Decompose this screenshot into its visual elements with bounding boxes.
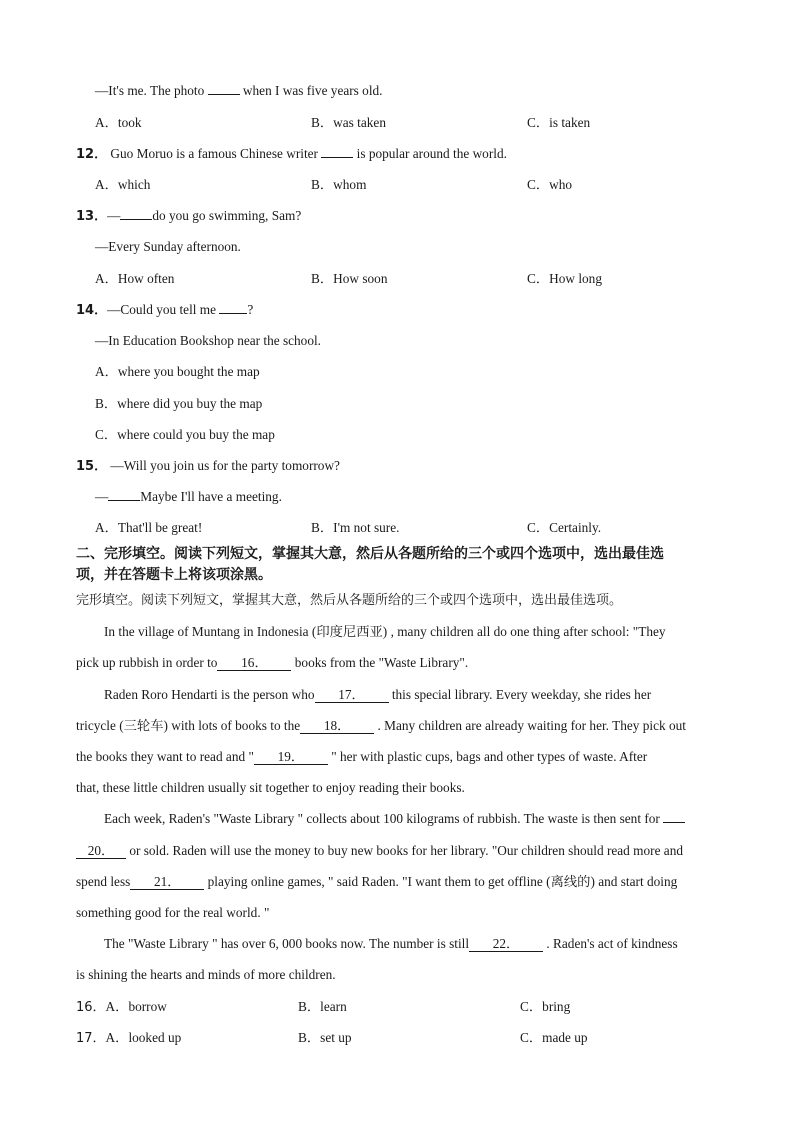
passage-text: The "Waste Library " has over 6, 000 books now. The number is still bbox=[104, 936, 470, 951]
q11-tail: when I was five years old. bbox=[242, 83, 383, 98]
section2-heading-line1: 二、完形填空。阅读下列短文，掌握其大意，然后从各题所给的三个或四个选项中，选出最佳选 bbox=[76, 546, 664, 562]
passage-p3-line1 bbox=[104, 810, 685, 828]
blank-17[interactable]: 17． bbox=[315, 687, 389, 703]
section2-instruction: 完形填空。阅读下列短文，掌握其大意，然后从各题所给的三个或四个选项中，选出最佳选项。 bbox=[76, 593, 623, 608]
q14-option-a[interactable]: A．where you bought the map bbox=[95, 364, 260, 379]
passage-p2-line2 bbox=[76, 717, 686, 735]
blank-16[interactable]: 16． bbox=[217, 655, 291, 671]
passage-text: this special library. Every weekday, she rides her bbox=[391, 687, 652, 702]
q12-option-b[interactable]: B．whom bbox=[311, 177, 367, 192]
passage-p2-line1 bbox=[104, 686, 651, 704]
passage-text: the books they want to read and " bbox=[76, 749, 254, 764]
q13-option-c[interactable]: C．How long bbox=[527, 271, 602, 286]
q13-number: 13． bbox=[76, 209, 108, 224]
q14-tail: ? bbox=[247, 302, 254, 317]
blank-21[interactable]: 21． bbox=[130, 874, 204, 890]
passage-text: " her with plastic cups, bags and other types of waste. After bbox=[331, 749, 648, 764]
q13-stem-line bbox=[76, 207, 301, 226]
q14-blank[interactable] bbox=[219, 313, 247, 314]
q11-option-c[interactable]: C．is taken bbox=[527, 115, 591, 130]
passage-p1-line2 bbox=[76, 654, 468, 672]
q12-option-a[interactable]: A．which bbox=[95, 177, 151, 192]
q15-answer-line bbox=[95, 488, 282, 506]
q12-number: 12． bbox=[76, 147, 108, 162]
section2-heading-line2: 项，并在答题卡上将该项涂黑。 bbox=[76, 567, 272, 583]
q14-stem-line bbox=[76, 301, 253, 320]
q17-number: 17． bbox=[76, 1031, 106, 1046]
q11-answer: —It's me. The photo bbox=[95, 83, 205, 98]
q14-option-c[interactable]: C．where could you buy the map bbox=[95, 427, 275, 442]
passage-text: Each week, Raden's "Waste Library " collects about 100 kilograms of rubbish. The waste is then sent for bbox=[104, 811, 660, 826]
passage-text: or sold. Raden will use the money to buy new books for her library. "Our children should read more and bbox=[129, 843, 683, 858]
passage-p3-line3 bbox=[76, 873, 677, 891]
q12-tail: is popular around the world. bbox=[356, 146, 507, 161]
passage-p1-line1: In the village of Muntang in Indonesia (印度尼西亚) , many children all do one thing after school: "They bbox=[104, 624, 666, 639]
q17-option-a[interactable]: A．looked up bbox=[105, 1030, 182, 1045]
passage-text: Raden Roro Hendarti is the person who bbox=[104, 687, 315, 702]
q15-lead: — bbox=[95, 489, 109, 504]
passage-p4-line2: is shining the hearts and minds of more children. bbox=[76, 967, 336, 982]
passage-text: tricycle (三轮车) with lots of books to the bbox=[76, 718, 301, 733]
q14-number: 14． bbox=[76, 303, 108, 318]
q15-option-c[interactable]: C．Certainly. bbox=[527, 520, 602, 535]
q11-blank[interactable] bbox=[208, 94, 240, 95]
q13-option-b[interactable]: B．How soon bbox=[311, 271, 388, 286]
q16-option-b[interactable]: B．learn bbox=[298, 999, 347, 1014]
q16-option-a[interactable]: A．borrow bbox=[105, 999, 167, 1014]
q15-option-b[interactable]: B．I'm not sure. bbox=[311, 520, 400, 535]
q11-option-a[interactable]: A．took bbox=[95, 115, 142, 130]
blank-19[interactable]: 19． bbox=[254, 749, 328, 765]
blank-18[interactable]: 18． bbox=[300, 718, 374, 734]
passage-text: . Many children are already waiting for her. They pick out bbox=[377, 718, 686, 733]
q15-blank[interactable] bbox=[108, 500, 140, 501]
passage-text: playing online games, " said Raden. "I want them to get offline (离线的) and start doing bbox=[207, 874, 678, 889]
q12-blank[interactable] bbox=[321, 157, 353, 158]
passage-text: . Raden's act of kindness bbox=[546, 936, 678, 951]
q12-option-c[interactable]: C．who bbox=[527, 177, 573, 192]
passage-p3-line4: something good for the real world. " bbox=[76, 905, 270, 920]
q14-answer: —In Education Bookshop near the school. bbox=[95, 333, 322, 348]
q17-line bbox=[76, 1029, 181, 1048]
q13-blank[interactable] bbox=[120, 219, 152, 220]
q15-stem: —Will you join us for the party tomorrow? bbox=[110, 458, 340, 473]
passage-p4-line1 bbox=[104, 935, 678, 953]
q11-answer-line bbox=[95, 82, 383, 100]
q14-stem: —Could you tell me bbox=[107, 302, 217, 317]
q12-stem-line bbox=[76, 145, 507, 164]
blank-22[interactable]: 22． bbox=[469, 936, 543, 952]
q15-number: 15． bbox=[76, 459, 108, 474]
q17-option-c[interactable]: C．made up bbox=[520, 1030, 588, 1045]
q13-answer: —Every Sunday afternoon. bbox=[95, 239, 241, 254]
passage-text: spend less bbox=[76, 874, 131, 889]
q16-number: 16． bbox=[76, 1000, 106, 1015]
q13-option-a[interactable]: A．How often bbox=[95, 271, 175, 286]
q15-stem-line bbox=[76, 457, 340, 476]
passage-p2-line4: that, these little children usually sit together to enjoy reading their books. bbox=[76, 780, 465, 795]
passage-p3-line2 bbox=[76, 842, 683, 860]
blank-20-start[interactable] bbox=[663, 822, 685, 823]
passage-p2-line3 bbox=[76, 748, 647, 766]
q14-option-b[interactable]: B．where did you buy the map bbox=[95, 396, 263, 411]
q16-option-c[interactable]: C．bring bbox=[520, 999, 571, 1014]
q15-option-a[interactable]: A．That'll be great! bbox=[95, 520, 203, 535]
q16-line bbox=[76, 998, 167, 1017]
q12-stem: Guo Moruo is a famous Chinese writer bbox=[110, 146, 318, 161]
passage-text: pick up rubbish in order to bbox=[76, 655, 218, 670]
passage-text: books from the "Waste Library". bbox=[294, 655, 469, 670]
q15-answer: Maybe I'll have a meeting. bbox=[140, 489, 282, 504]
q17-option-b[interactable]: B．set up bbox=[298, 1030, 352, 1045]
q13-stem: do you go swimming, Sam? bbox=[152, 208, 302, 223]
blank-20[interactable]: 20． bbox=[76, 843, 126, 859]
q13-lead: — bbox=[107, 208, 121, 223]
q11-option-b[interactable]: B．was taken bbox=[311, 115, 386, 130]
